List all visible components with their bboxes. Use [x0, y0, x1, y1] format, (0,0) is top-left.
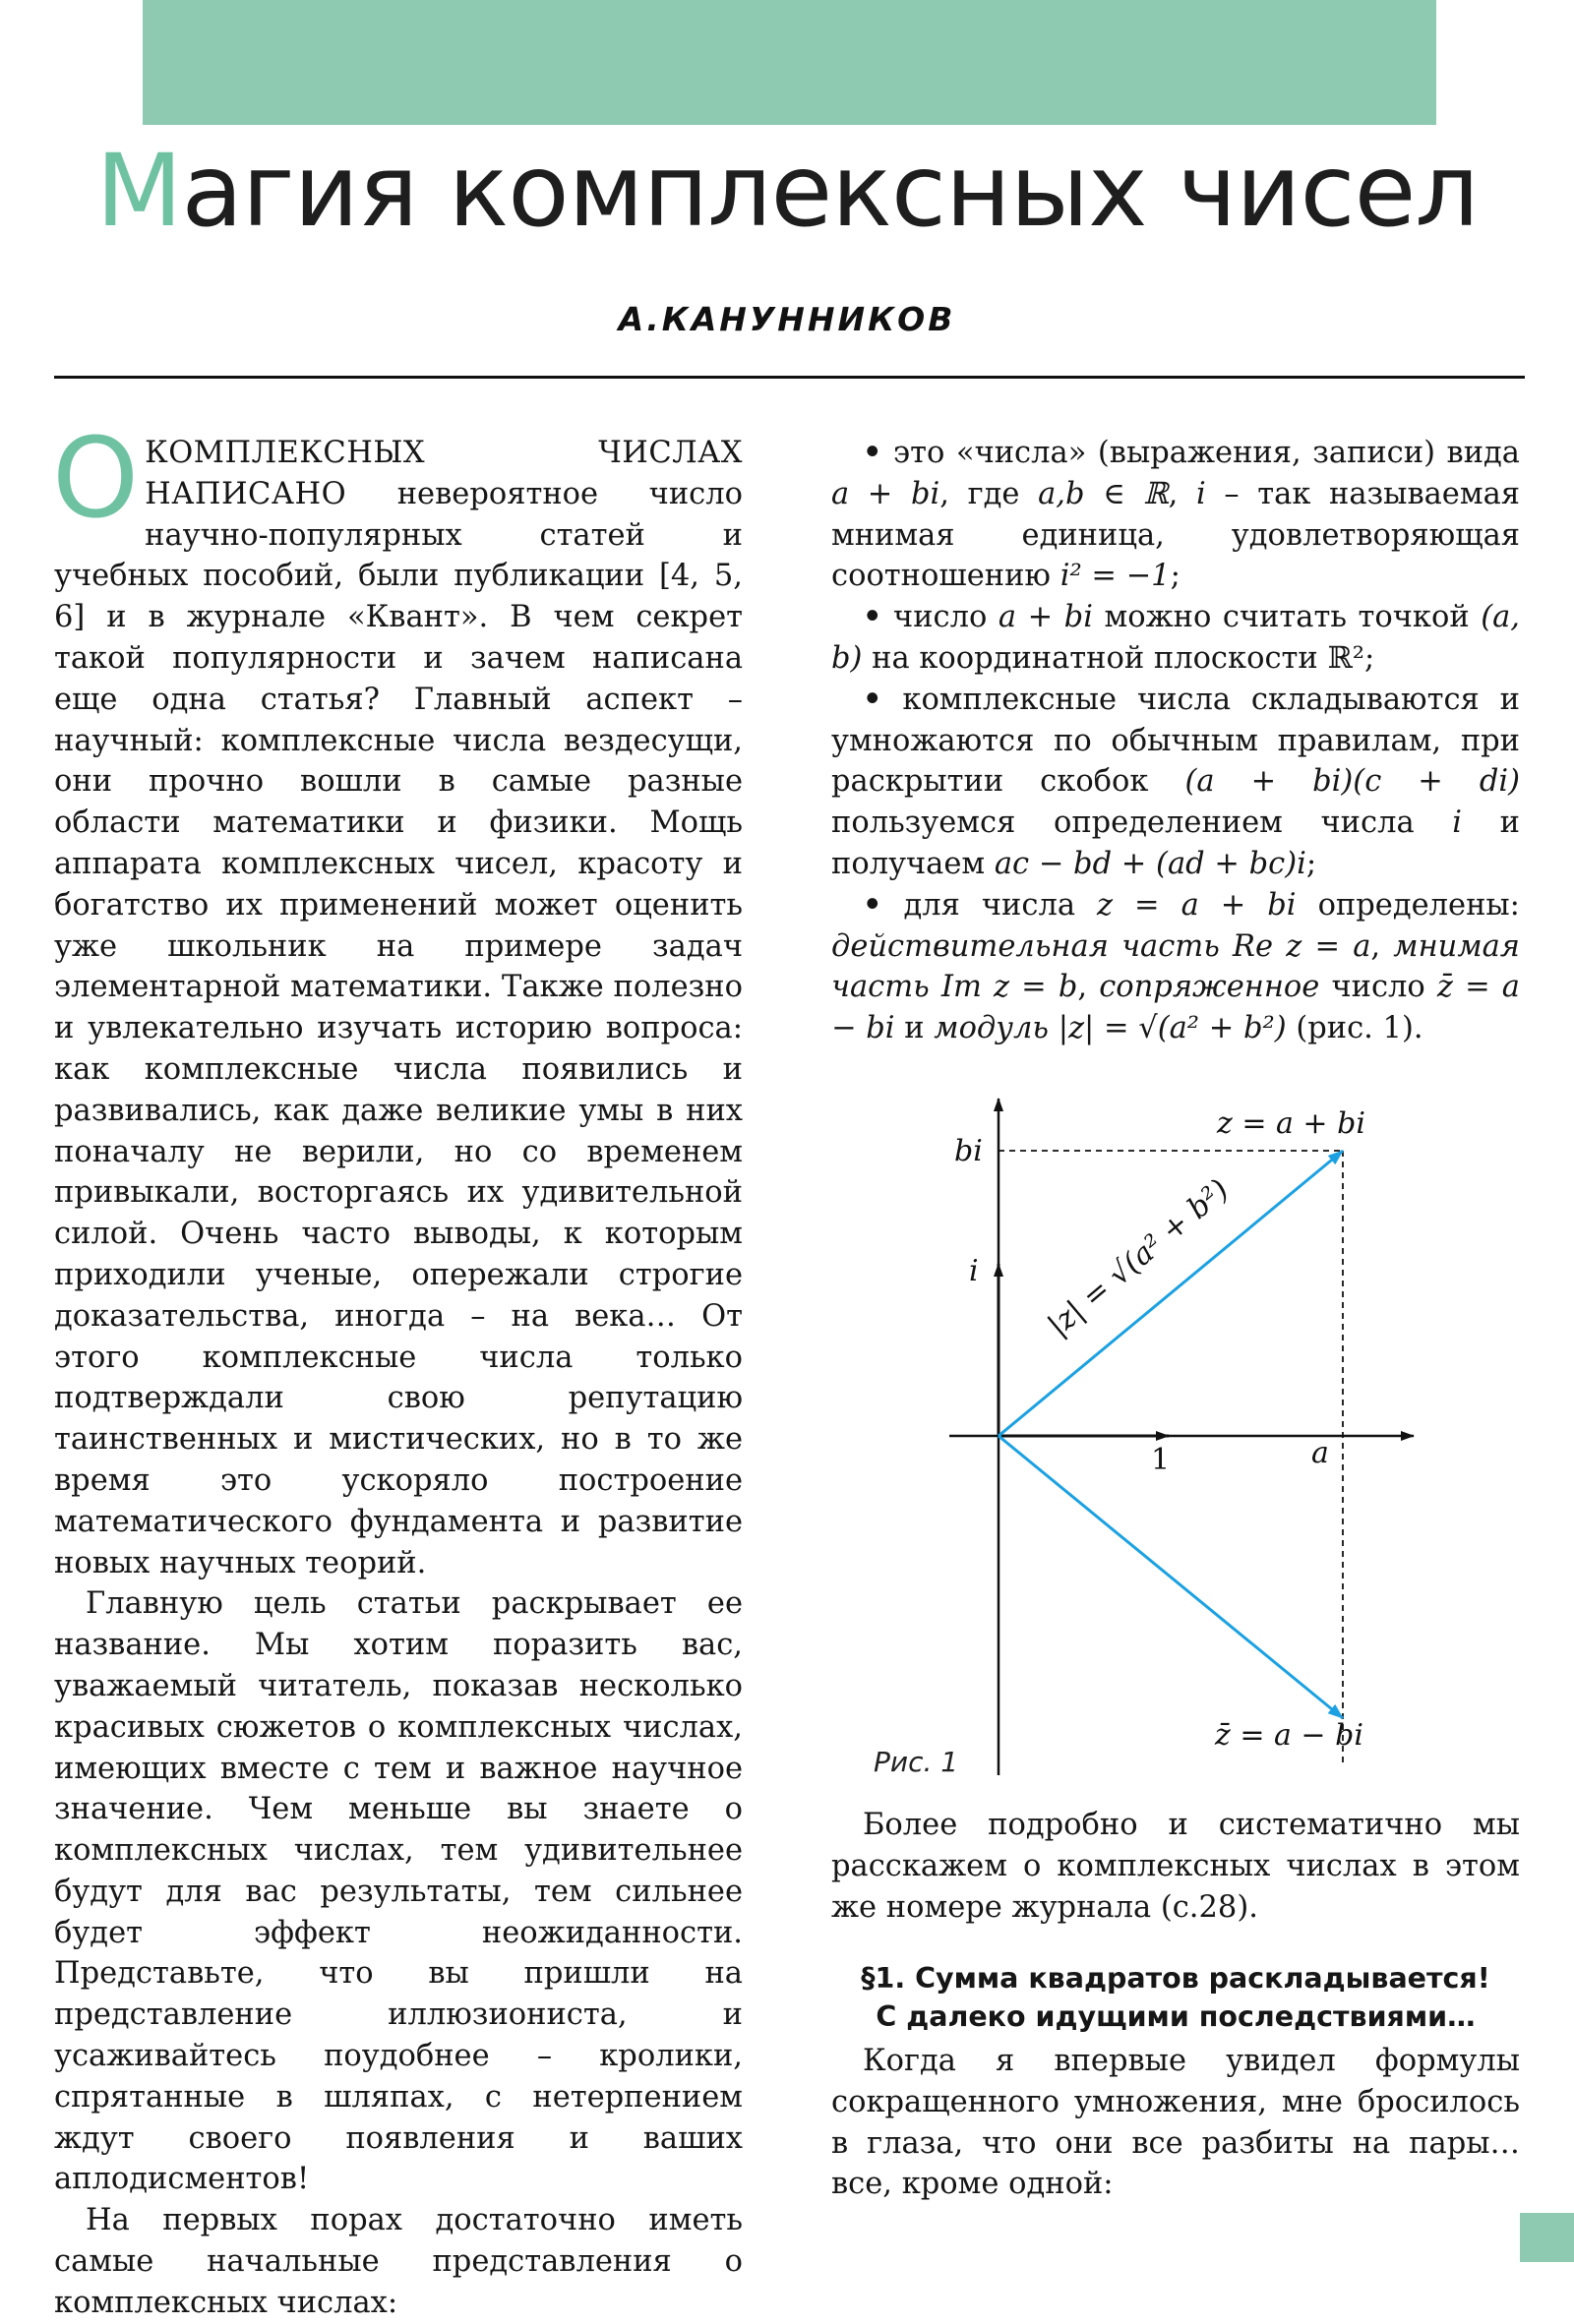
basics-paragraph: На первых порах достаточно иметь самые начальные представления о комплексных числах: — [54, 2203, 743, 2320]
complex-plane-diagram — [851, 1087, 1441, 1795]
vector-z-conjugate — [999, 1436, 1343, 1718]
b4-z: z = a + bi — [1096, 887, 1297, 923]
bullet-icon: • — [863, 599, 882, 635]
title-initial: М — [95, 133, 182, 250]
right-column — [831, 433, 1520, 1049]
goal-paragraph: Главную цель статьи раскрывает ее название. Мы хотим поразить вас, уважаемый читатель, показав несколько красивых сюжетов о комплексных числах, имеющих вместе с тем и важное научное значение. Чем меньше вы знаете о комплексных числах, тем удивительнее будут для вас результаты, тем сильнее будет эффект неожиданности. Представьте, что вы пришли на представление иллюзиониста, и усаживайтесь поудобнее – кролики, спрятанные в шляпах, с нетерпением ждут своего появления и ваших аплодисментов! — [54, 1586, 743, 2197]
bullet-definitions — [831, 885, 1520, 1049]
b1-rel: i² = −1 — [1059, 559, 1171, 594]
intro-paragraph — [52, 415, 743, 1583]
label-modulus: |z| = √(a² + b²) — [1041, 1172, 1236, 1343]
bullet-icon: • — [863, 681, 882, 717]
b3-expr: (a + bi)(c + di) — [1184, 764, 1521, 800]
bullet-point — [831, 597, 1520, 680]
label-a: a — [1311, 1436, 1329, 1470]
label-z-conjugate: z̄ = a − bi — [1215, 1718, 1363, 1753]
left-column — [52, 415, 743, 2324]
b4-comma: , — [1370, 928, 1381, 964]
b4-im-term: мнимая часть — [831, 928, 1520, 1005]
corner-block — [1520, 2213, 1574, 2262]
b1-expr: a + bi — [831, 476, 940, 511]
b2-text2: можно считать точкой — [1104, 600, 1470, 635]
b1-text2: , где — [939, 476, 1020, 511]
b4-ref: (рис. 1). — [1296, 1011, 1423, 1046]
header-rule — [54, 376, 1525, 379]
label-i: i — [969, 1254, 979, 1288]
b2-text1: число — [893, 600, 988, 635]
header-band — [143, 0, 1436, 125]
b4-im: Im z = b — [940, 970, 1078, 1005]
b1-ab: a,b ∈ ℝ — [1038, 476, 1169, 511]
b1-text1: это «числа» (выражения, записи) вида — [893, 436, 1520, 470]
author: А.КАНУННИКОВ — [618, 300, 956, 338]
b4-re-term: действительная часть — [831, 928, 1220, 964]
vector-z — [999, 1151, 1343, 1436]
b1-text4: – так называемая мнимая единица, удовлетворяющая соотношению — [831, 476, 1521, 594]
label-1: 1 — [1151, 1443, 1171, 1477]
b4-mod-term: модуль — [934, 1011, 1049, 1046]
bullet-icon: • — [863, 435, 882, 470]
b3-text2: пользуемся определением числа — [831, 805, 1415, 841]
label-z: z = a + bi — [1217, 1106, 1365, 1141]
intro-text: невероятное число научно-популярных статей и учебных пособий, были публикации [4, 5, 6] и в журнале «Квант». В чем секрет такой популярности и зачем написана еще одна статья? Главный аспект – научный: комплексные числа вездесущи, они прочно вошли в самые разные области математики и физики. Мощь аппарата комплексных чисел, красоту и богатство их применений может оценить уже школьник на примере задач элементарной математики. Также полезно и увлекательно изучать историю вопроса: как комплексные числа появились и развивались, как даже великие умы в них поначалу не верили, но со временем привыкали, восторгаясь их удивительной силой. Очень часто выводы, к которым приходили ученые, опережали строгие доказательства, иногда – на века… От этого комплексные числа только подтверждали свою репутацию таинственных и мистических, но в то же время это ускоряло построение математического фундамента и развитие новых научных теорий. — [54, 476, 743, 1580]
section-body — [831, 2041, 1520, 2205]
b2-end: ; — [1364, 640, 1375, 676]
b1-text3: , — [1168, 476, 1179, 511]
b1-i: i — [1196, 476, 1206, 511]
intro-caps: КОМПЛЕКСНЫХ ЧИСЛАХ НАПИСАНО — [145, 436, 743, 511]
figure-caption: Рис. 1 — [874, 1746, 959, 1778]
b4-conj-term: сопряженное — [1099, 970, 1320, 1005]
b2-expr: a + bi — [998, 600, 1093, 635]
b1-end: ; — [1170, 559, 1180, 594]
b4-and: и — [904, 1011, 925, 1046]
label-bi: bi — [954, 1134, 983, 1168]
b4-conj-word: число — [1331, 970, 1425, 1005]
section-heading — [831, 1959, 1520, 2036]
section-text: Когда я впервые увидел формулы сокращенного умножения, мне бросилось в глаза, что они все разбиты на пары… все, кроме одной: — [831, 2044, 1520, 2202]
b4-text1: для числа — [903, 887, 1075, 923]
b2-point: (a, b) — [831, 600, 1520, 676]
after-figure-paragraph — [831, 1805, 1520, 1928]
b4-comma2: , — [1077, 970, 1088, 1005]
drop-cap: О — [52, 415, 140, 543]
article-title — [0, 128, 1574, 256]
section-heading-line1: §1. Сумма квадратов раскладывается! — [861, 1962, 1490, 1995]
b4-re: Re z = a — [1233, 928, 1371, 964]
bullet-icon: • — [863, 886, 882, 923]
b4-mod: |z| = √(a² + b²) — [1058, 1011, 1287, 1046]
bullet-arithmetic — [831, 680, 1520, 885]
b4-conj: z̄ = a − bi — [831, 970, 1520, 1046]
bullet-definition — [831, 433, 1520, 597]
b3-end: ; — [1305, 846, 1317, 881]
b3-text3: и получаем — [831, 805, 1520, 881]
b3-i: i — [1452, 805, 1463, 841]
b4-text2: определены: — [1317, 887, 1520, 923]
b2-text3: на координатной плоскости — [872, 640, 1318, 676]
title-rest: агия комплексных чисел — [181, 133, 1479, 250]
section-heading-line2: С далеко идущими последствиями… — [876, 2000, 1476, 2033]
b3-text1: комплексные числа складываются и умножаются по обычным правилам, при раскрытии скобок — [831, 682, 1520, 800]
b3-result: ac − bd + (ad + bc)i — [994, 846, 1306, 881]
after-figure-text: Более подробно и систематично мы расскажем о комплексных числах в этом же номере журнала (с.28). — [831, 1808, 1520, 1925]
figure-complex-plane — [851, 1087, 1441, 1795]
b2-plane: ℝ² — [1327, 640, 1365, 676]
